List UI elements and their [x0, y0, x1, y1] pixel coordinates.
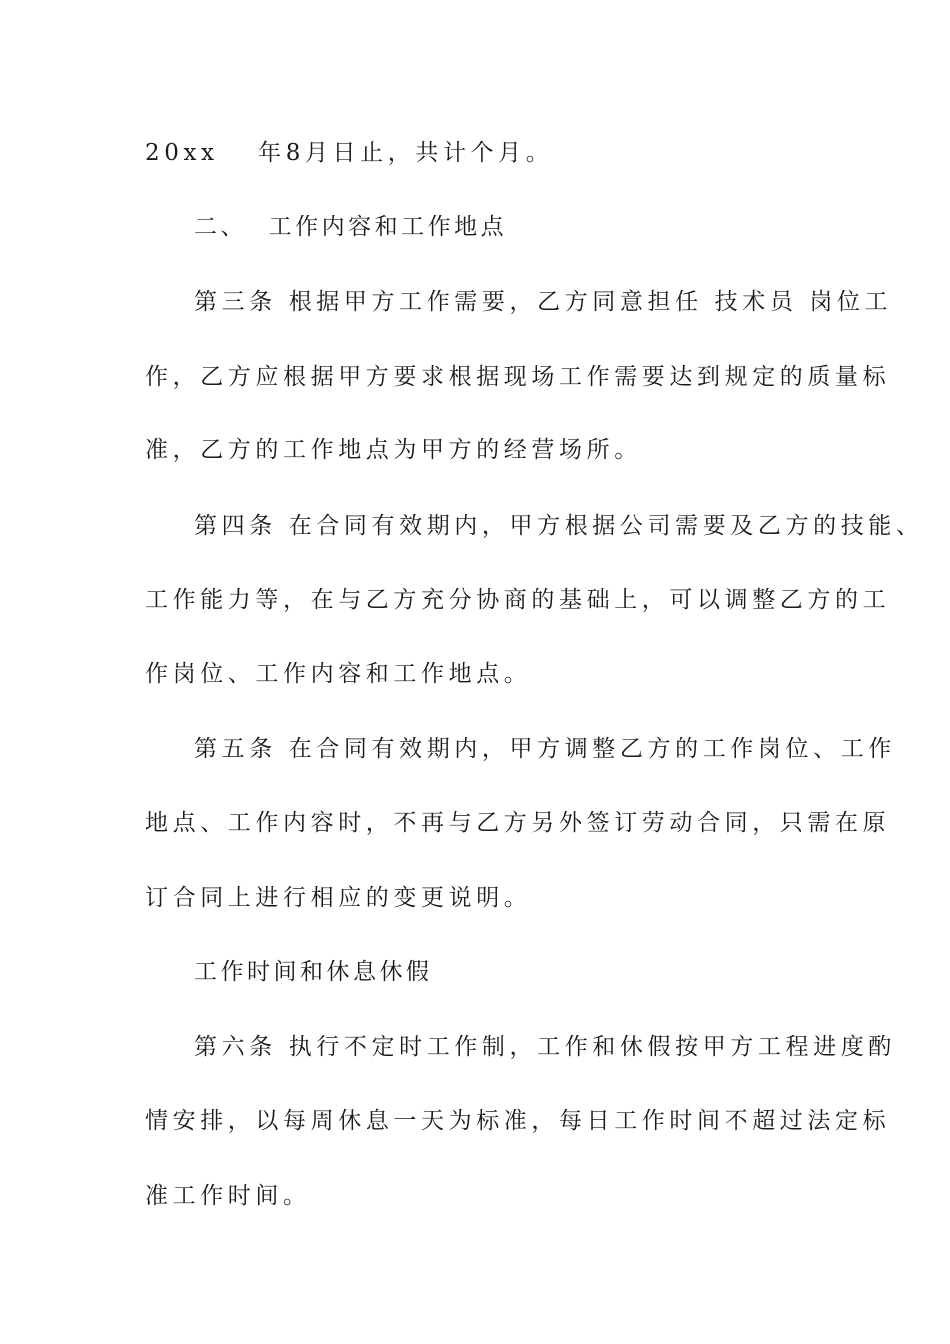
article-5-line-1: 第五条 在合同有效期内，甲方调整乙方的工作岗位、工作 — [194, 736, 896, 762]
article-3-line-3: 准，乙方的工作地点为甲方的经营场所。 — [145, 437, 642, 463]
article-4-line-3: 作岗位、工作内容和工作地点。 — [145, 661, 532, 687]
article-6-line-2: 情安排，以每周休息一天为标准，每日工作时间不超过法定标 — [145, 1108, 891, 1134]
article-5-line-2: 地点、工作内容时，不再与乙方另外签订劳动合同，只需在原 — [145, 810, 891, 836]
article-3-line-2: 作，乙方应根据甲方要求根据现场工作需要达到规定的质量标 — [145, 364, 891, 390]
term-end-date-line: 20xx 年8月日止，共计个月。 — [145, 140, 554, 166]
article-6-line-1: 第六条 执行不定时工作制，工作和休假按甲方工程进度酌 — [194, 1034, 896, 1060]
article-5-line-3: 订合同上进行相应的变更说明。 — [145, 885, 532, 911]
article-6-line-3: 准工作时间。 — [145, 1183, 311, 1209]
section-heading-work-content: 二、 工作内容和工作地点 — [194, 214, 508, 240]
article-4-line-2: 工作能力等，在与乙方充分协商的基础上，可以调整乙方的工 — [145, 587, 891, 613]
article-4-line-1: 第四条 在合同有效期内，甲方根据公司需要及乙方的技能、 — [194, 513, 924, 539]
article-3-line-1: 第三条 根据甲方工作需要，乙方同意担任 技术员 岗位工 — [194, 289, 893, 315]
section-heading-working-hours: 工作时间和休息休假 — [194, 959, 433, 985]
